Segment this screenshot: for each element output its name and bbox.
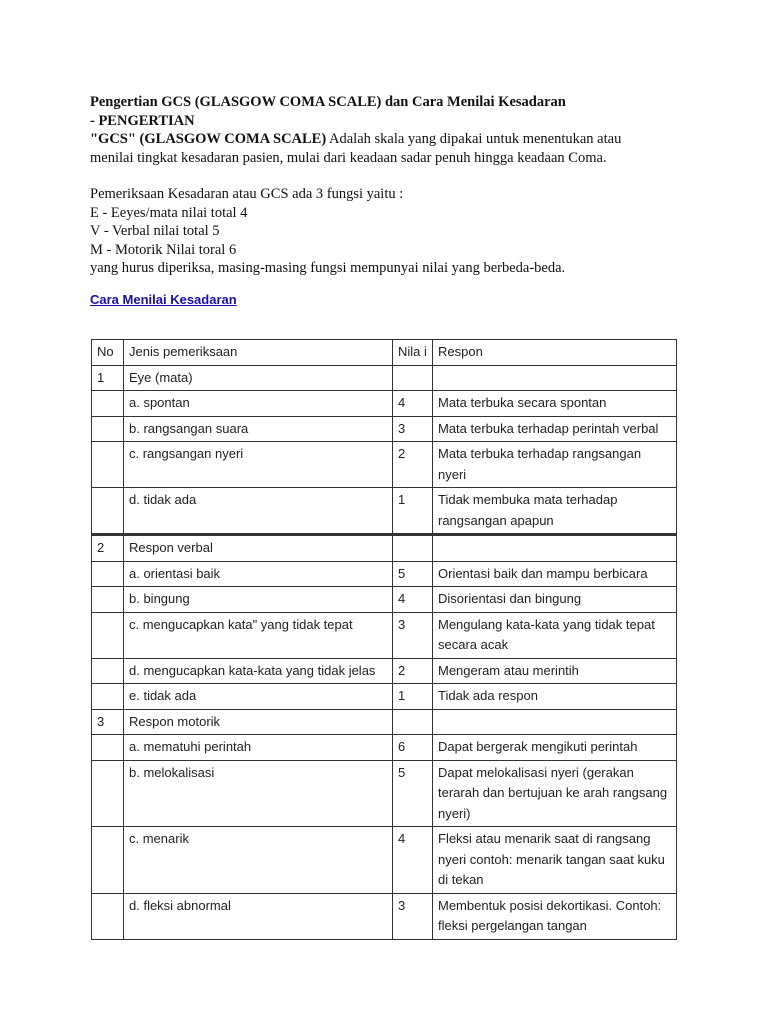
table-row: [92, 391, 677, 417]
cell-jenis: Respon verbal: [124, 535, 393, 562]
table-row: [92, 587, 677, 613]
gcs-note: yang hurus diperiksa, masing-masing fungsi mempunyai nilai yang berbeda-beda.: [90, 260, 566, 276]
cell-respon: Disorientasi dan bingung: [433, 587, 677, 613]
cell-no: 3: [92, 709, 124, 735]
header-nilai: Nila i: [393, 340, 433, 366]
cell-respon: [433, 709, 677, 735]
table-row: [92, 442, 677, 488]
cell-no: [92, 561, 124, 587]
table-row: [92, 709, 677, 735]
cell-jenis: Eye (mata): [124, 365, 393, 391]
table-row: [92, 488, 677, 535]
cell-no: 1: [92, 365, 124, 391]
cell-no: [92, 658, 124, 684]
cell-no: [92, 391, 124, 417]
cell-nilai: [393, 709, 433, 735]
definition-line-1: "GCS" (GLASGOW COMA SCALE) Adalah skala yang dipakai untuk menentukan atau: [90, 131, 622, 147]
cell-no: [92, 684, 124, 710]
header-respon: Respon: [433, 340, 677, 366]
cell-respon: Membentuk posisi dekortikasi. Contoh: fleksi pergelangan tangan: [433, 893, 677, 939]
cell-respon: Mata terbuka secara spontan: [433, 391, 677, 417]
cell-respon: Dapat melokalisasi nyeri (gerakan terarah dan bertujuan ke arah rangsang nyeri): [433, 760, 677, 827]
cell-jenis: d. fleksi abnormal: [124, 893, 393, 939]
table-row: [92, 535, 677, 562]
gcs-verbal-total: V - Verbal nilai total 5: [90, 223, 220, 239]
cell-jenis: c. menarik: [124, 827, 393, 894]
cell-jenis: b. rangsangan suara: [124, 416, 393, 442]
table-row: [92, 365, 677, 391]
cell-nilai: 6: [393, 735, 433, 761]
cell-nilai: [393, 535, 433, 562]
cell-jenis: b. melokalisasi: [124, 760, 393, 827]
cell-jenis: Respon motorik: [124, 709, 393, 735]
document-title: Pengertian GCS (GLASGOW COMA SCALE) dan Cara Menilai Kesadaran: [90, 94, 566, 110]
gcs-intro: Pemeriksaan Kesadaran atau GCS ada 3 fungsi yaitu :: [90, 186, 404, 202]
cell-no: [92, 612, 124, 658]
cell-respon: Mengeram atau merintih: [433, 658, 677, 684]
header-no: No: [92, 340, 124, 366]
cara-menilai-link[interactable]: Cara Menilai Kesadaran: [90, 291, 237, 307]
section-heading: - PENGERTIAN: [90, 112, 195, 129]
cell-no: [92, 587, 124, 613]
table-row: [92, 684, 677, 710]
cell-no: 2: [92, 535, 124, 562]
definition-line-2: menilai tingkat kesadaran pasien, mulai dari keadaan sadar penuh hingga keadaan Coma.: [90, 149, 607, 166]
cell-jenis: a. spontan: [124, 391, 393, 417]
cell-nilai: 3: [393, 893, 433, 939]
table-row: [92, 612, 677, 658]
cell-nilai: 3: [393, 416, 433, 442]
cell-no: [92, 827, 124, 894]
cell-respon: Dapat bergerak mengikuti perintah: [433, 735, 677, 761]
cell-jenis: d. tidak ada: [124, 488, 393, 535]
gcs-motor-total: M - Motorik Nilai toral 6: [90, 241, 237, 258]
table-row: [92, 760, 677, 827]
table-row: [92, 827, 677, 894]
cell-nilai: 5: [393, 561, 433, 587]
cell-respon: Orientasi baik dan mampu berbicara: [433, 561, 677, 587]
cell-nilai: [393, 365, 433, 391]
table-row: [92, 561, 677, 587]
cell-no: [92, 442, 124, 488]
gcs-eye-total: E - Eeyes/mata nilai total 4: [90, 204, 248, 221]
cell-respon: [433, 365, 677, 391]
table-header-row: [92, 340, 677, 366]
cell-respon: Mata terbuka terhadap rangsangan nyeri: [433, 442, 677, 488]
cell-nilai: 4: [393, 587, 433, 613]
cell-nilai: 4: [393, 391, 433, 417]
table-row: [92, 735, 677, 761]
cell-no: [92, 488, 124, 535]
document-body: [90, 93, 690, 309]
cell-nilai: 5: [393, 760, 433, 827]
cell-nilai: 2: [393, 442, 433, 488]
cell-respon: Fleksi atau menarik saat di rangsang nyeri contoh: menarik tangan saat kuku di tekan: [433, 827, 677, 894]
cell-nilai: 3: [393, 612, 433, 658]
cell-no: [92, 416, 124, 442]
cell-respon: Mengulang kata-kata yang tidak tepat secara acak: [433, 612, 677, 658]
cell-respon: Mata terbuka terhadap perintah verbal: [433, 416, 677, 442]
cell-nilai: 2: [393, 658, 433, 684]
cell-jenis: c. mengucapkan kata" yang tidak tepat: [124, 612, 393, 658]
cell-respon: [433, 535, 677, 562]
cell-no: [92, 735, 124, 761]
table-row: [92, 893, 677, 939]
cell-nilai: 1: [393, 684, 433, 710]
header-jenis: Jenis pemeriksaan: [124, 340, 393, 366]
cell-respon: Tidak ada respon: [433, 684, 677, 710]
table-row: [92, 658, 677, 684]
gcs-table: [91, 339, 677, 940]
cell-jenis: d. mengucapkan kata-kata yang tidak jelas: [124, 658, 393, 684]
cell-no: [92, 760, 124, 827]
cell-nilai: 4: [393, 827, 433, 894]
cell-jenis: e. tidak ada: [124, 684, 393, 710]
cell-jenis: a. orientasi baik: [124, 561, 393, 587]
table-row: [92, 416, 677, 442]
cell-no: [92, 893, 124, 939]
cell-jenis: a. mematuhi perintah: [124, 735, 393, 761]
cell-nilai: 1: [393, 488, 433, 535]
cell-jenis: b. bingung: [124, 587, 393, 613]
cell-jenis: c. rangsangan nyeri: [124, 442, 393, 488]
cell-respon: Tidak membuka mata terhadap rangsangan apapun: [433, 488, 677, 535]
